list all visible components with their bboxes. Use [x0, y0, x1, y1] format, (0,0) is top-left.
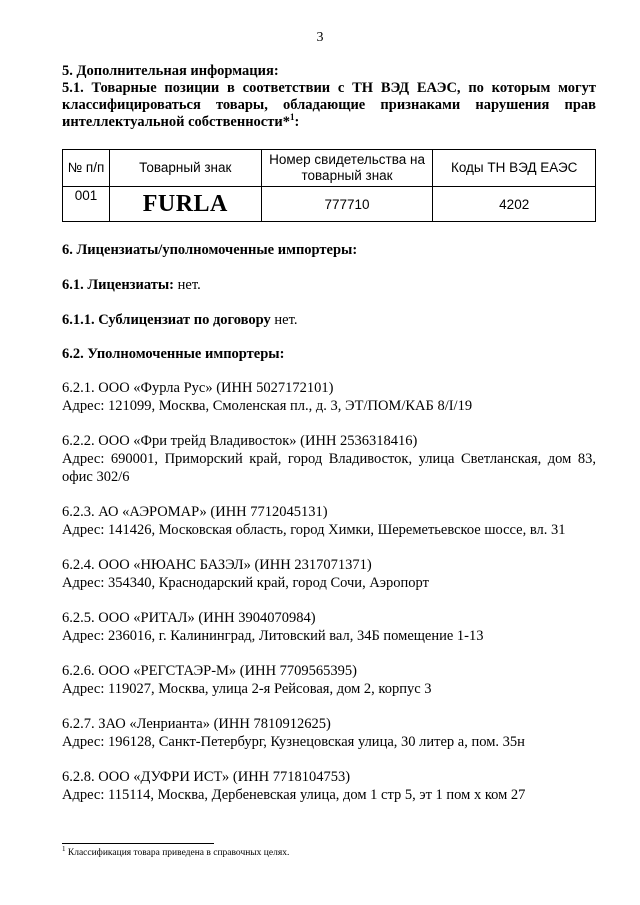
importer-title: 6.2.8. ООО «ДУФРИ ИСТ» (ИНН 7718104753)	[62, 769, 351, 785]
sublicensee-line: 6.1.1. Сублицензиат по договору нет.	[62, 312, 298, 328]
table-row	[63, 187, 596, 222]
list-item	[62, 715, 596, 751]
importer-address: Адрес: 690001, Приморский край, город Владивосток, улица Светланская, дом 83, офис 302/6	[62, 451, 596, 485]
certificate-number: 777710	[261, 187, 433, 222]
row-number: 001	[63, 187, 110, 222]
document-body	[62, 63, 596, 804]
section-5-heading: 5. Дополнительная информация:	[62, 63, 279, 79]
list-item	[62, 662, 596, 698]
importers-list	[62, 379, 596, 804]
list-item	[62, 768, 596, 804]
table-header-row	[63, 150, 596, 187]
list-item	[62, 609, 596, 645]
importer-title: 6.2.2. ООО «Фри трейд Владивосток» (ИНН 2536318416)	[62, 433, 418, 449]
col-header-trademark: Товарный знак	[109, 150, 261, 187]
importer-address: Адрес: 141426, Московская область, город Химки, Шереметьевское шоссе, вл. 31	[62, 522, 566, 538]
importer-title: 6.2.3. АО «АЭРОМАР» (ИНН 7712045131)	[62, 504, 328, 520]
importer-address: Адрес: 236016, г. Калининград, Литовский вал, 34Б помещение 1-13	[62, 628, 484, 644]
hs-code: 4202	[433, 187, 596, 222]
licensees-line: 6.1. Лицензиаты: нет.	[62, 277, 201, 293]
list-item	[62, 379, 596, 415]
importers-heading: 6.2. Уполномоченные импортеры:	[62, 346, 285, 362]
list-item	[62, 556, 596, 592]
importer-address: Адрес: 119027, Москва, улица 2-я Рейсовая, дом 2, корпус 3	[62, 681, 432, 697]
trademark-table	[62, 149, 596, 222]
section-6-heading: 6. Лицензиаты/уполномоченные импортеры:	[62, 242, 358, 258]
col-header-codes: Коды ТН ВЭД ЕАЭС	[433, 150, 596, 187]
section-5-1-heading: 5.1. Товарные позиции в соответствии с ТН ВЭД ЕАЭС, по которым могут классифицироваться товары, обладающие признаками нарушения прав интеллектуальной собственности*$^1$:	[62, 80, 596, 130]
footnote-divider	[62, 843, 214, 844]
importer-address: Адрес: 354340, Краснодарский край, город Сочи, Аэропорт	[62, 575, 429, 591]
importer-address: Адрес: 121099, Москва, Смоленская пл., д. 3, ЭТ/ПОМ/КАБ 8/I/19	[62, 398, 473, 414]
trademark-name: FURLA	[142, 190, 228, 217]
trademark-logo	[109, 187, 261, 222]
footnote-ref[interactable]: 1	[289, 112, 295, 123]
col-header-certificate: Номер свидетельства на товарный знак	[261, 150, 433, 187]
list-item	[62, 432, 596, 486]
page-number: 3	[316, 30, 324, 45]
importer-title: 6.2.7. ЗАО «Ленрианта» (ИНН 7810912625)	[62, 716, 331, 732]
importer-title: 6.2.5. ООО «РИТАЛ» (ИНН 3904070984)	[62, 610, 316, 626]
importer-title: 6.2.6. ООО «РЕГСТАЭР-М» (ИНН 7709565395)	[62, 663, 357, 679]
importer-title: 6.2.1. ООО «Фурла Рус» (ИНН 5027172101)	[62, 380, 334, 396]
col-header-number: № п/п	[63, 150, 110, 187]
importer-title: 6.2.4. ООО «НЮАНС БАЗЭЛ» (ИНН 2317071371)	[62, 557, 372, 573]
list-item	[62, 503, 596, 539]
footnote: $^1$ Классификация товара приведена в справочных целях.	[62, 844, 290, 858]
importer-address: Адрес: 115114, Москва, Дербеневская улица, дом 1 стр 5, эт 1 пом х ком 27	[62, 787, 526, 803]
importer-address: Адрес: 196128, Санкт-Петербург, Кузнецовская улица, 30 литер а, пом. 35н	[62, 734, 525, 750]
